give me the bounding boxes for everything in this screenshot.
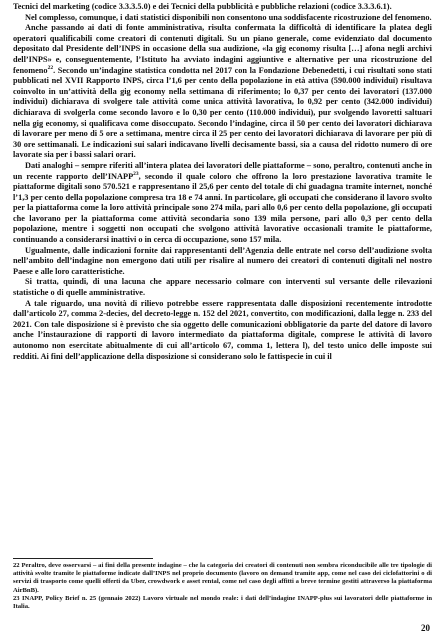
paragraph-inapp	[13, 161, 432, 246]
footnote-ref-22[interactable]: 22	[47, 64, 54, 71]
footnotes	[13, 558, 432, 611]
footnote-22: 22 Peraltro, deve osservarsi – ai fini della presente indagine – che la categoria dei creatori di contenuti non sembra riconducibile alle tre tipologie di attività svolte tramite le piattaforme indicate dall’INPS nel proprio documento (lavoro on demand tramite app, come nel caso dei ciclofattorini o di servizi di trasporto come quelli offerti da Uber, crowdwork e asset rental, come nel caso degli affitti a breve termine gestiti attraverso la piattaforma AirBnB).	[13, 562, 432, 594]
paragraph-lacuna: Si tratta, quindi, di una lacuna che appare necessario colmare con interventi sul versante delle rilevazioni statistiche o di quelle amministrative.	[13, 277, 432, 298]
footnote-23: 23 INAPP, Policy Brief n. 25 (gennaio 2022) Lavoro virtuale nel mondo reale: i dati dell’indagine INAPP-plus sui lavoratori delle piattaforme in Italia.	[13, 594, 432, 611]
body-text	[13, 2, 432, 362]
paragraph-decreto-legge: A tale riguardo, una novità di rilievo potrebbe essere rappresentata dalle disposizioni recentemente introdotte dall’articolo 27, comma 2-decies, del decreto-legge n. 152 del 2021, convertito, con modificazioni, dalla legge n. 233 del 2021. Con tale disposizione si è previsto che sia oggetto delle comunicazioni obbligatorie da parte del datore di lavoro anche l’instaurazione di rapporti di lavoro intermediato da piattaforma digitale, comprese le attività di lavoro autonomo non esercitate abitualmente di cui all’articolo 67, comma 1, lettera l), del testo unico delle imposte sui redditi. Ai fini dell’applicazione della disposizione si considerano solo le fattispecie in cui il	[13, 298, 432, 361]
paragraph-admin-sources: Anche passando ai dati di fonte amministrativa, risulta confermata la difficoltà di identificare la platea degli operatori qualificabili come creatori di contenuti digitali. Su un piano generale, come evidenziato dal documento depositato dal Presidente dell’INPS in occasione della sua audizione, «la gig economy risulta […] afona negli archivi dell’INPS» e, conseguentemente, l’Istituto ha avviato indagini aggiuntive e alternative per una ricostruzione del fenomeno$^{22}$. Secondo un’indagine statistica condotta nel 2017 con la Fondazione Debenedetti, i cui risultati sono stati pubblicati nel XVII Rapporto INPS, circa l’1,6 per cento della popolazione in età attiva (590.000 individui) risultava coinvolto in un’attività della gig economy nella settimana di riferimento; lo 0,37 per cento dei lavoratori (137.000 individui) dichiarava di svolgere tale attività come unica attività lavorativa, lo 0,92 per cento (342.000 individui) dichiarava di svolgerla come secondo lavoro e lo 0,30 per cento (110.000 individui), pur svolgendo lavoretti saltuari nella gig economy, si qualificava come disoccupato. Secondo l’indagine, circa il 50 per cento dei lavoratori dichiarava di lavorare per meno di 5 ore a settimana, mentre circa il 25 per cento dei lavoratori dichiarava di lavorare per più di 30 ore settimanali. Le indicazioni sui salari indicavano livelli decisamente bassi, sia a causa del ridotto numero di ore lavorate sia per i bassi salari orari.	[13, 23, 432, 160]
paragraph-inapp-text: , secondo il quale coloro che offrono la loro prestazione lavorativa tramite le piattaforme digitali sono 570.521 e rappresentano il 25,6 per cento del totale di chi guadagna tramite internet, nonché l’1,3 per cento della popolazione compresa tra 18 e 74 anni. In particolare, gli occupati che considerano il lavoro svolto per la piattaforma come la loro attività principale sono 274 mila, pari allo 0,6 per cento della popolazione, gli occupati che lavorano per la piattaforma come attività secondaria sono 139 mila persone, pari allo 0,3 per cento della popolazione, mentre i soggetti non occupati che svolgono attività lavorative occasionali tramite le piattaforme, continuando a considerarsi inattivi o in cerca di occupazione, sono 157 mila.	[13, 171, 432, 245]
paragraph-debenedetti-text: Secondo un’indagine statistica condotta nel 2017 con la Fondazione Debenedetti, i cui risultati sono stati pubblicati nel XVII Rapporto INPS, circa l’1,6 per cento della popolazione in età attiva (590.000 individui) risultava coinvolto in un’attività della gig economy nella settimana di riferimento; lo 0,37 per cento dei lavoratori (137.000 individui) dichiarava di svolgere tale attività come unica attività lavorativa, lo 0,92 per cento (342.000 individui) dichiarava di svolgerla come secondo lavoro e lo 0,30 per cento (110.000 individui), pur svolgendo lavoretti saltuari nella gig economy, si qualificava come disoccupato. Secondo l’indagine, circa il 50 per cento dei lavoratori dichiarava di lavorare per meno di 5 ore a settimana, mentre circa il 25 per cento dei lavoratori dichiarava di lavorare per più di 30 ore settimanali. Le indicazioni sui salari indicavano livelli decisamente bassi, sia a causa del ridotto numero di ore lavorate sia per i bassi salari orari.	[13, 65, 432, 160]
paragraph-agenzia-entrate: Ugualmente, dalle indicazioni fornite dai rappresentanti dell’Agenzia delle entrate nel corso dell’audizione svolta nell’ambito dell’indagine non emergono dati utili per risalire al numero dei creatori di contenuti digitali nel nostro Paese e alle loro caratteristiche.	[13, 245, 432, 276]
paragraph-professions: Tecnici del marketing (codice 3.3.3.5.0) e dei Tecnici della pubblicità e pubbliche relazioni (codice 3.3.3.6.1).	[13, 2, 392, 11]
document-page	[13, 2, 432, 634]
paragraph-overall: Nel complesso, comunque, i dati statistici disponibili non consentono una soddisfacente ricostruzione del fenomeno.	[25, 12, 432, 22]
footnote-divider	[13, 558, 153, 559]
page-number: 20	[421, 623, 430, 633]
footnote-ref-23[interactable]: 23	[133, 170, 139, 177]
paragraph-admin-text: Anche passando ai dati di fonte amministrativa, risulta confermata la difficoltà di identificare la platea degli operatori qualificabili come creatori di contenuti digitali. Su un piano generale, come evidenziato dal documento depositato dal Presidente dell’INPS in occasione della sua audizione, «la gig economy risulta […] afona negli archivi dell’INPS» e, conseguentemente, l’Istituto ha avviato indagini aggiuntive e alternative per una ricostruzione del fenomeno	[13, 23, 432, 75]
paragraph-inapp-intro: Dati analoghi – sempre riferiti all’intera platea dei lavoratori delle piattaforme – sono, peraltro, contenuti anche in un recente rapporto dell’INAPP	[13, 160, 432, 181]
